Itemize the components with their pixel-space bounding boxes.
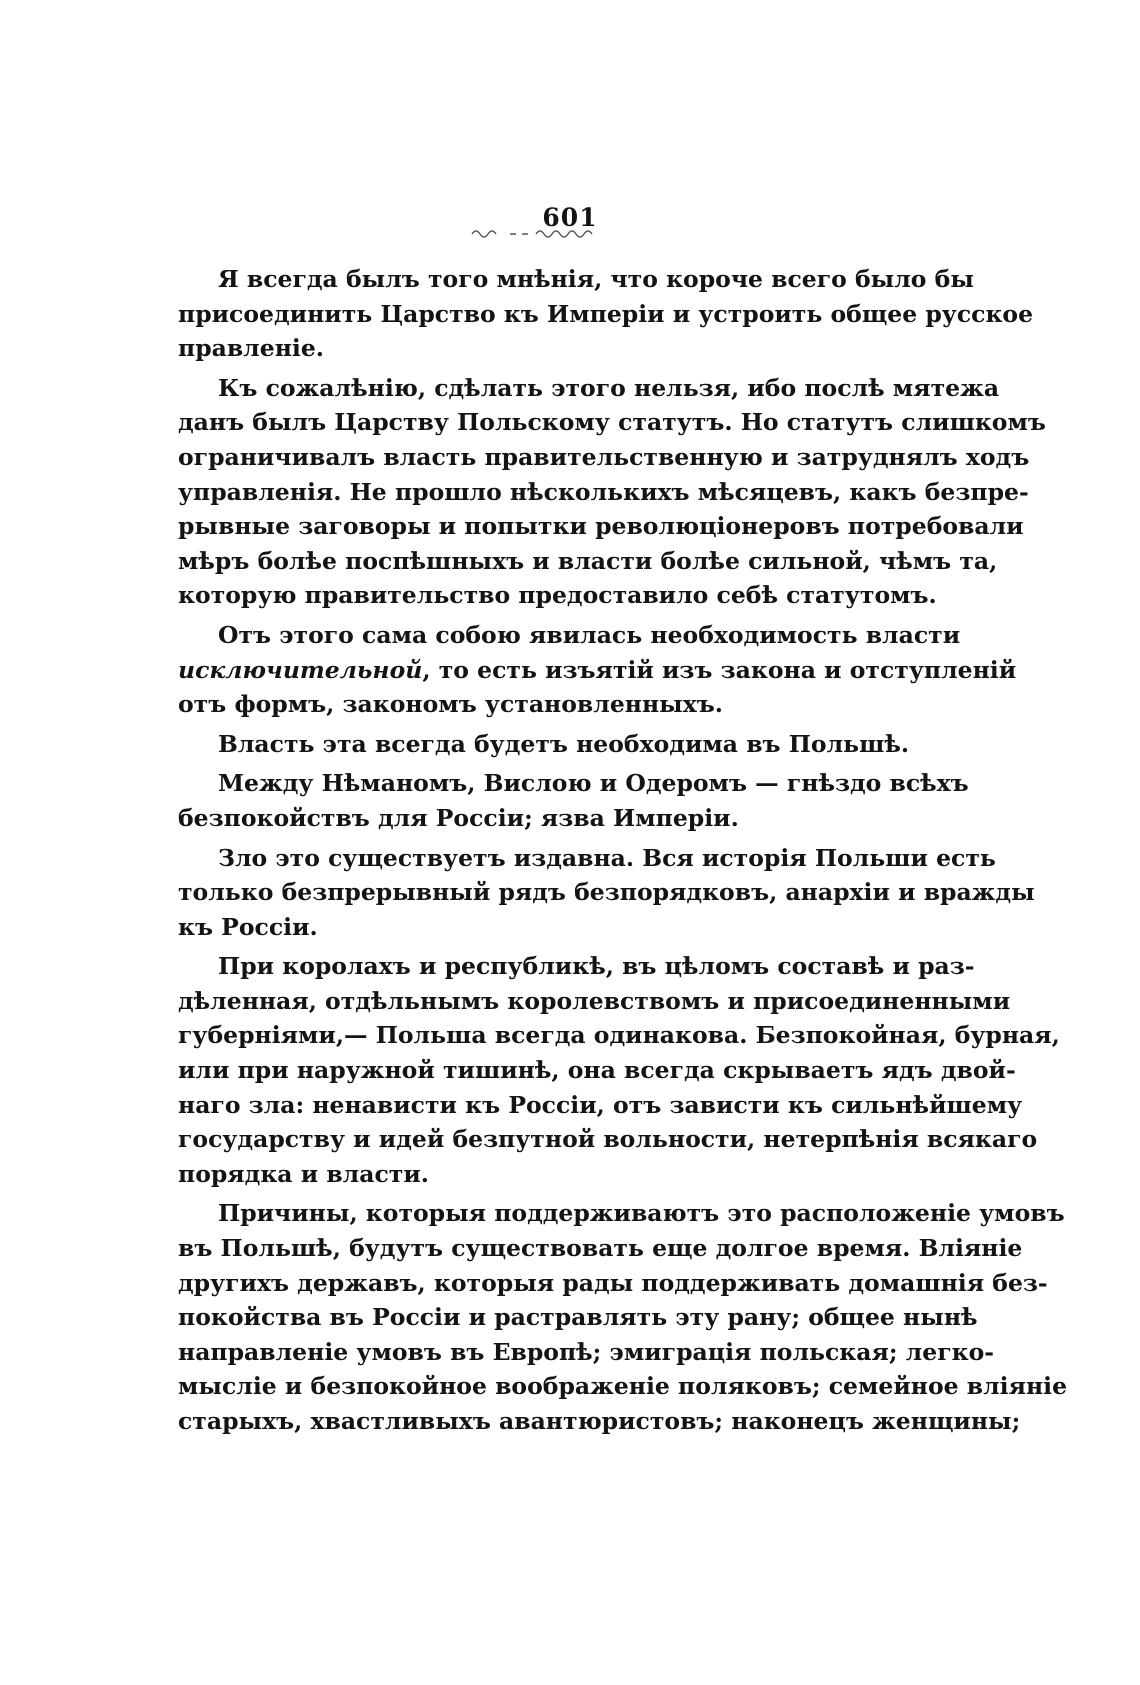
text-line: въ Польшѣ, будутъ существовать еще долгое время. Вліяніе	[178, 1234, 1023, 1263]
text-line: правленіе.	[178, 334, 324, 363]
text-fragment: , то есть изъятій изъ закона и отступленій	[422, 655, 1017, 684]
text-line: покойства въ Россіи и растравлять эту рану; общее нынѣ	[178, 1303, 978, 1332]
text-line: порядка и власти.	[178, 1159, 429, 1188]
text-line: Зло это существуетъ издавна. Вся исторія Польши есть	[218, 843, 996, 872]
text-line: государству и идей безпутной вольности, нетерпѣнія всякаго	[178, 1125, 1038, 1154]
text-line: Между Нѣманомъ, Вислою и Одеромъ — гнѣздо всѣхъ	[218, 769, 969, 798]
body-text	[178, 262, 1068, 1444]
text-line: только безпрерывный рядъ безпорядковъ, анархіи и вражды	[178, 878, 1035, 907]
text-line: присоединить Царство къ Имперіи и устроить общее русское	[178, 299, 1034, 328]
text-line: Отъ этого сама собою явилась необходимость власти	[218, 620, 961, 649]
text-line: Я всегда былъ того мнѣнія, что короче всего было бы	[218, 265, 974, 293]
text-line: старыхъ, хвастливыхъ авантюристовъ; наконецъ женщины;	[178, 1407, 1021, 1435]
paragraph-3	[178, 618, 1017, 722]
text-line-with-emphasis	[178, 653, 1017, 688]
paragraph-2	[178, 371, 1046, 613]
text-line: мѣръ болѣе поспѣшныхъ и власти болѣе сильной, чѣмъ та,	[178, 546, 998, 575]
text-line: къ Россіи.	[178, 912, 318, 941]
text-line: Къ сожалѣнію, сдѣлать этого нельзя, ибо послѣ мятежа	[218, 373, 1000, 402]
page-number: 601	[542, 203, 598, 232]
text-line: Причины, которыя поддерживаютъ это расположеніе умовъ	[218, 1199, 1065, 1228]
text-line: При королахъ и республикѣ, въ цѣломъ составѣ и раз-	[218, 952, 975, 981]
text-line: другихъ державъ, которыя рады поддерживать домашнія без-	[178, 1268, 1048, 1297]
text-line: данъ былъ Царству Польскому статутъ. Но статутъ слишкомъ	[178, 408, 1046, 437]
text-line: отъ формъ, закономъ установленныхъ.	[178, 690, 723, 719]
text-line: ограничивалъ власть правительственную и затруднялъ ходъ	[178, 442, 1030, 471]
text-line: которую правительство предоставило себѣ статутомъ.	[178, 581, 937, 610]
text-line: губерніями,— Польша всегда одинакова. Безпокойная, бурная,	[178, 1021, 1060, 1050]
wavy-ornament-icon	[470, 226, 595, 238]
text-line: или при наружной тишинѣ, она всегда скрываетъ ядъ двой-	[178, 1056, 1016, 1085]
text-line: рывные заговоры и попытки революціонеровъ потребовали	[178, 512, 1024, 541]
paragraph-8	[178, 1196, 1068, 1438]
paragraph-5	[178, 766, 969, 835]
text-line: управленія. Не прошло нѣсколькихъ мѣсяцевъ, какъ безпре-	[178, 477, 1029, 506]
paragraph-6	[178, 841, 1035, 945]
paragraph-4	[178, 727, 910, 762]
text-line: наго зла: ненависти къ Россіи, отъ зависти къ сильнѣйшему	[178, 1090, 1023, 1119]
emphasized-word: исключительной	[178, 655, 423, 684]
text-line: мысліе и безпокойное воображеніе поляковъ; семейное вліяніе	[178, 1372, 1068, 1401]
paragraph-1	[178, 262, 1034, 366]
paragraph-7	[178, 949, 1060, 1191]
text-line: направленіе умовъ въ Европѣ; эмиграція польская; легко-	[178, 1337, 995, 1366]
text-line: дѣленная, отдѣльнымъ королевствомъ и присоединенными	[178, 986, 1011, 1015]
text-line: Власть эта всегда будетъ необходима въ Польшѣ.	[218, 729, 910, 758]
text-line: безпокойствъ для Россіи; язва Имперіи.	[178, 803, 739, 832]
